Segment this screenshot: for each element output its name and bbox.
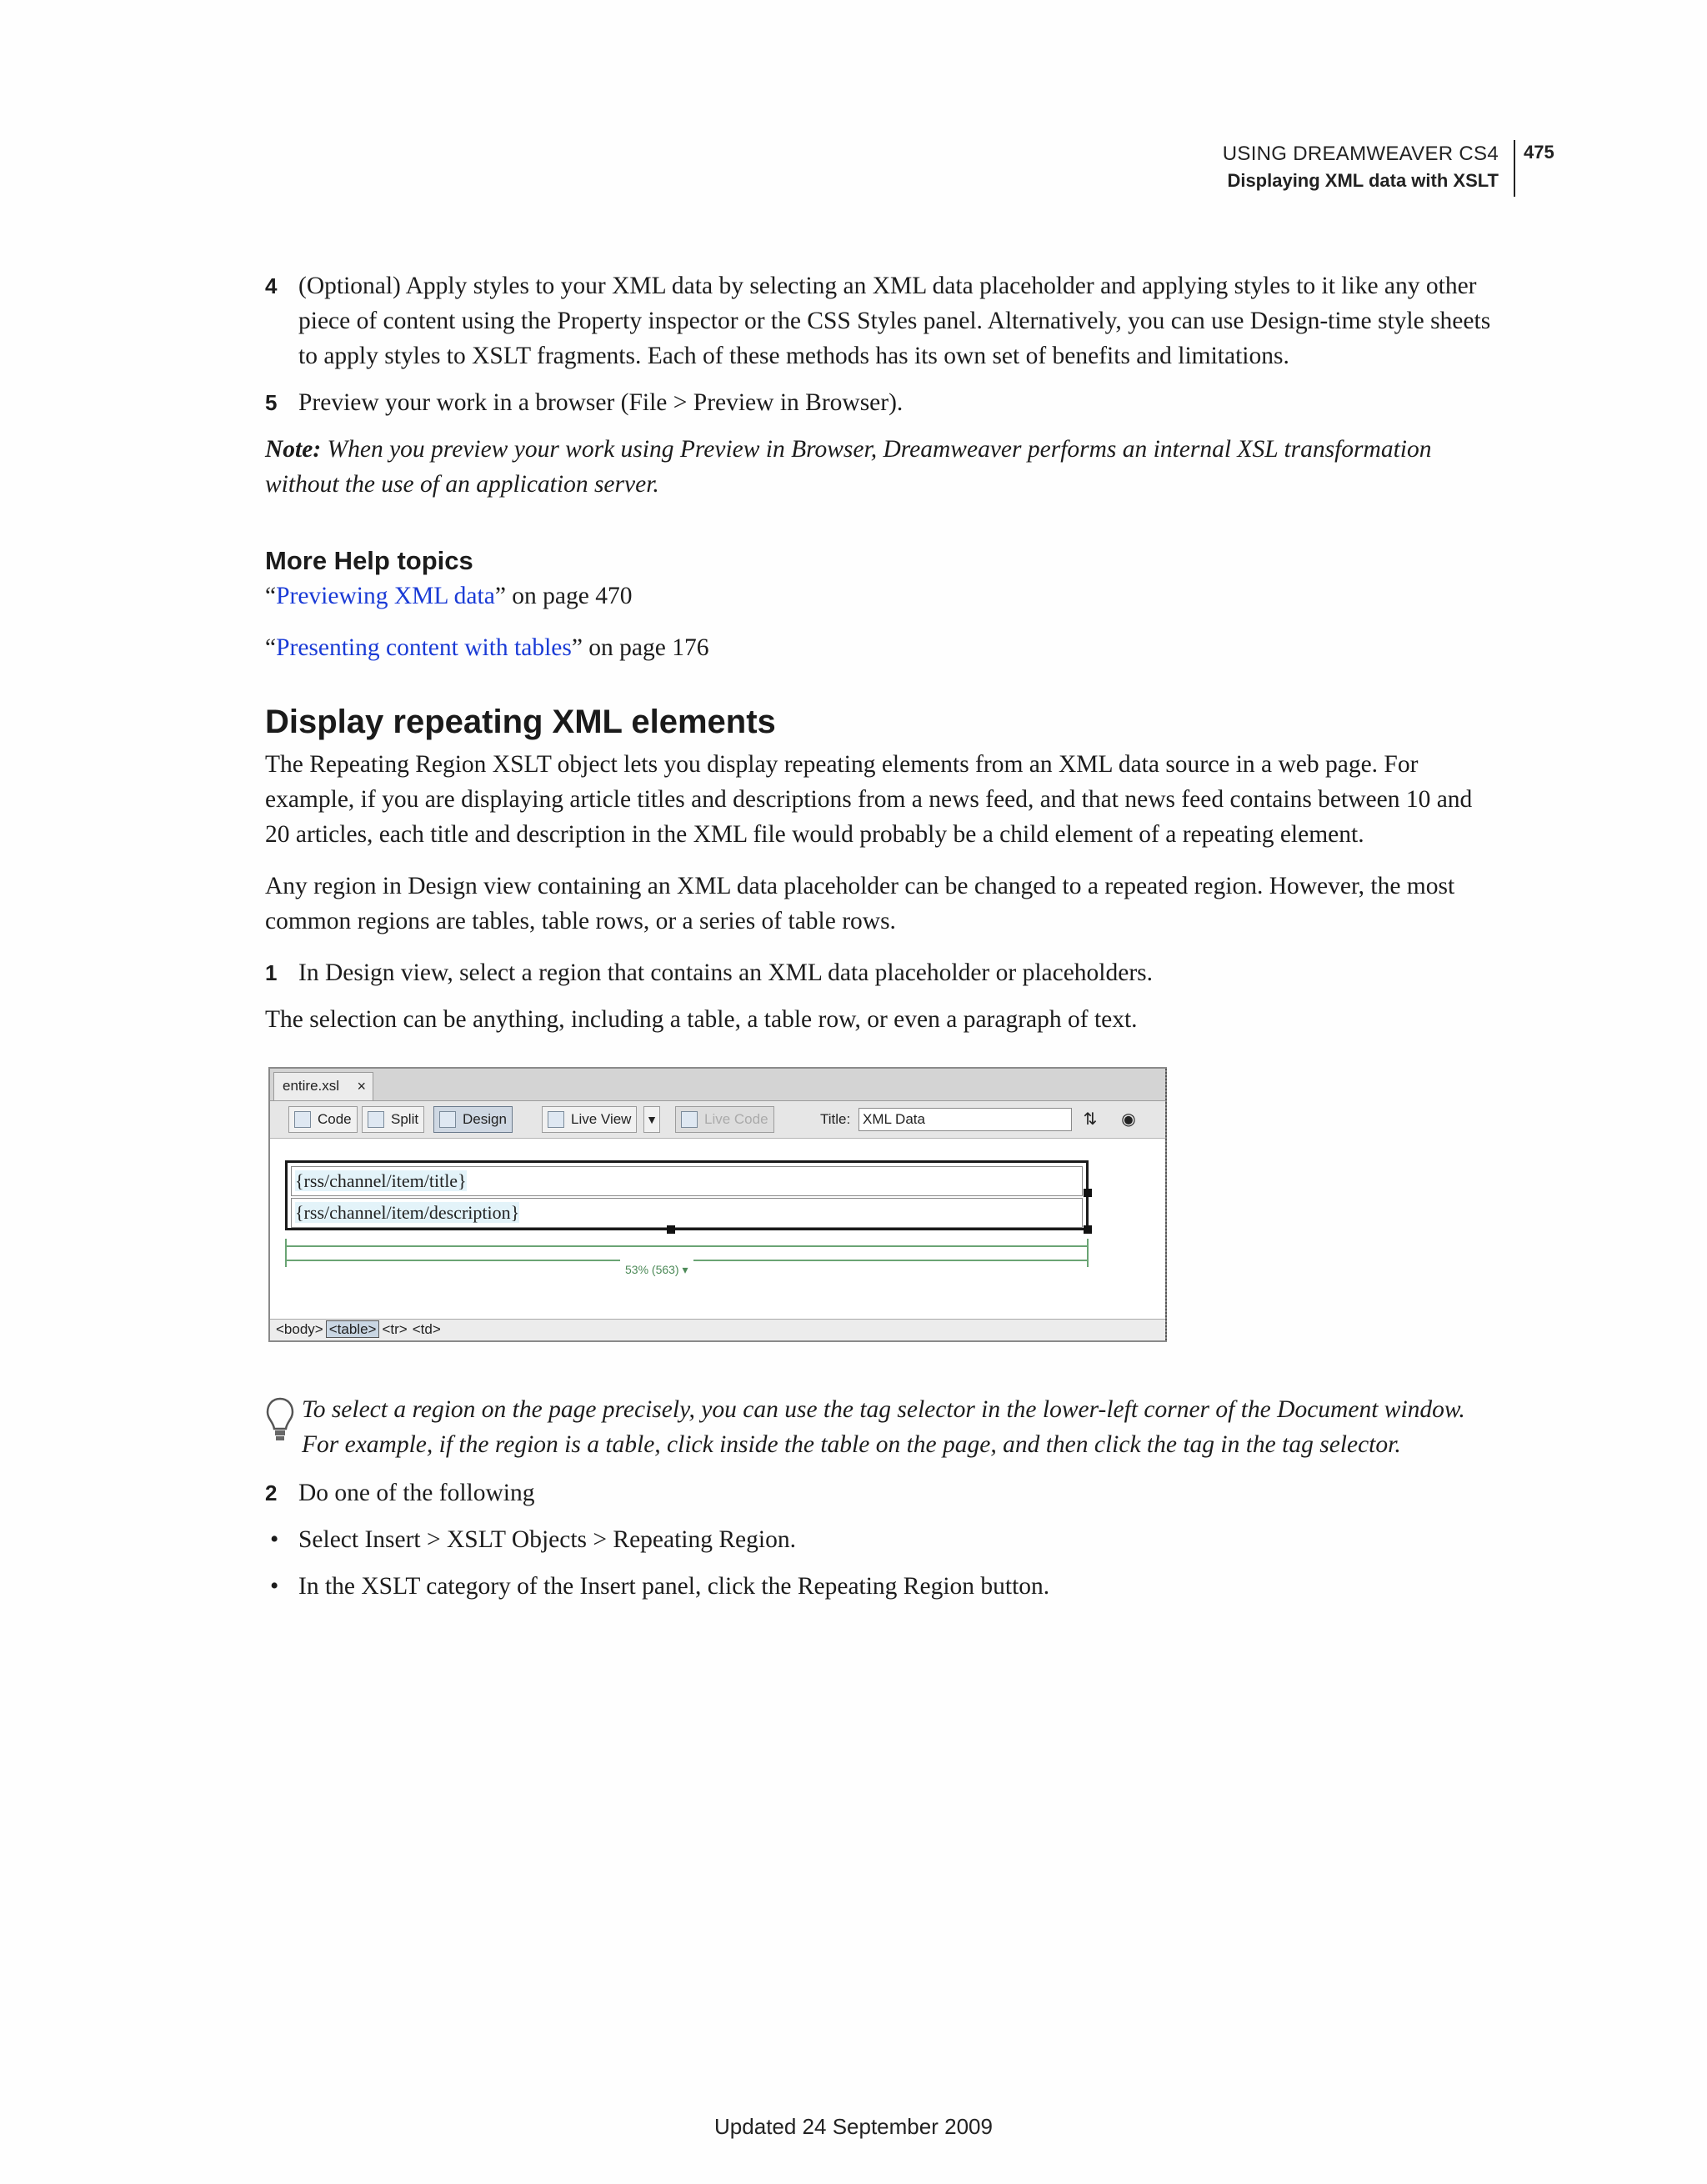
button-label: Live Code: [704, 1111, 768, 1127]
live-code-button[interactable]: [675, 1106, 774, 1133]
document-tab[interactable]: [273, 1072, 373, 1100]
tag-tr[interactable]: <tr>: [382, 1321, 408, 1337]
split-icon: [368, 1111, 384, 1128]
step-text: (Optional) Apply styles to your XML data by selecting an XML data placeholder and applying styles to it like any other piece of content using the Property inspector or the CSS Styles panel. Alternatively, you can use Design-time style sheets to apply styles to XSLT fragments. Each of these methods has its own set of benefits and limitations.: [298, 273, 1491, 369]
note-label: Note:: [265, 436, 322, 463]
note-text: When you preview your work using Preview in Browser, Dreamweaver performs an internal XSL transformation without the use of an application server.: [265, 436, 1432, 498]
design-icon: [439, 1111, 456, 1128]
section-paragraph: The selection can be anything, including a table, a table row, or even a paragraph of text.: [265, 1006, 1138, 1033]
chevron-down-icon[interactable]: ▼: [643, 1106, 660, 1133]
code-icon: [294, 1111, 311, 1128]
xml-table[interactable]: [285, 1160, 1089, 1230]
step-1: [265, 955, 1499, 990]
tag-td[interactable]: <td>: [412, 1321, 441, 1337]
tip: [265, 1392, 1499, 1462]
step-text: In Design view, select a region that contains an XML data placeholder or placeholders.: [298, 959, 1154, 986]
lightbulb-icon: [265, 1395, 295, 1445]
topic-page-ref: ” on page 176: [571, 634, 709, 661]
header-product: USING DREAMWEAVER CS4: [1222, 143, 1499, 165]
step-4: [265, 268, 1499, 373]
section-paragraph: Any region in Design view containing an XML data placeholder can be changed to a repeated region. However, the most common regions are tables, table rows, or a series of table rows.: [265, 873, 1455, 934]
title-input[interactable]: XML Data: [859, 1108, 1072, 1131]
width-ruler: [285, 1245, 1089, 1247]
live-code-icon: [681, 1111, 698, 1128]
step-number: 5: [265, 390, 278, 415]
close-icon[interactable]: ×: [357, 1078, 366, 1095]
step-number: 4: [265, 273, 278, 298]
topic-link-presenting-tables[interactable]: Presenting content with tables: [276, 634, 572, 661]
more-help-heading: More Help topics: [265, 546, 473, 575]
xml-placeholder-description[interactable]: [291, 1198, 1083, 1228]
running-header: [1223, 140, 1515, 197]
page-content: [265, 268, 1499, 1615]
table-width-label[interactable]: 53% (563) ▾: [620, 1252, 693, 1287]
step-text: Preview your work in a browser (File > Preview in Browser).: [298, 389, 904, 416]
button-label: Live View: [571, 1111, 632, 1127]
section-paragraph: The Repeating Region XSLT object lets you display repeating elements from an XML data source in a web page. For example, if you are displaying article titles and descriptions from a news feed, and that news feed contains between 10 and 20 articles, each title and description in the XML file would probably be a child element of a repeating element.: [265, 751, 1473, 848]
resize-handle[interactable]: [1084, 1225, 1092, 1234]
split-view-button[interactable]: [362, 1106, 424, 1133]
design-view-button[interactable]: [433, 1106, 513, 1133]
quote-open: “: [265, 583, 277, 609]
step-number: 1: [265, 960, 278, 985]
step-number: 2: [265, 1480, 278, 1505]
live-view-button[interactable]: [542, 1106, 637, 1133]
help-topic: [265, 630, 1499, 665]
page-edge: [1165, 1069, 1167, 1340]
bullet-text: In the XSLT category of the Insert panel, click the Repeating Region button.: [298, 1573, 1050, 1600]
dreamweaver-screenshot: [268, 1067, 1167, 1342]
button-label: Code: [318, 1111, 352, 1127]
resize-handle[interactable]: [667, 1225, 675, 1234]
button-label: Design: [463, 1111, 507, 1127]
file-management-icon[interactable]: ⇅: [1083, 1110, 1098, 1129]
ruler-tick: [1087, 1239, 1089, 1267]
note: [265, 432, 1499, 502]
step-5: [265, 385, 1499, 420]
tag-selector: [270, 1319, 1165, 1340]
document-tab-bar: [270, 1069, 1165, 1101]
tag-table[interactable]: <table>: [326, 1320, 380, 1338]
document-toolbar: [270, 1101, 1165, 1139]
quote-open: “: [265, 634, 277, 661]
page-number: 475: [1524, 142, 1554, 163]
design-view: [270, 1139, 1165, 1302]
title-label: Title:: [820, 1111, 851, 1127]
footer: Updated 24 September 2009: [714, 2114, 993, 2139]
bullet-text: Select Insert > XSLT Objects > Repeating Region.: [298, 1526, 796, 1553]
xml-placeholder-title[interactable]: [291, 1166, 1083, 1196]
step-2: [265, 1475, 1499, 1510]
live-view-icon: [548, 1111, 564, 1128]
help-topic: [265, 579, 1499, 614]
topic-page-ref: ” on page 470: [494, 583, 633, 609]
button-label: Split: [391, 1111, 419, 1127]
code-view-button[interactable]: [288, 1106, 358, 1133]
resize-handle[interactable]: [1084, 1189, 1092, 1197]
placeholder-text: {rss/channel/item/description}: [295, 1202, 520, 1223]
tag-body[interactable]: <body>: [276, 1321, 323, 1337]
bullet-icon: •: [270, 1573, 279, 1600]
bullet-item: [265, 1522, 1499, 1557]
header-section: Displaying XML data with XSLT: [1227, 170, 1499, 191]
placeholder-text: {rss/channel/item/title}: [295, 1170, 467, 1191]
step-text: Do one of the following: [298, 1480, 535, 1506]
ruler-tick: [285, 1239, 287, 1267]
bullet-item: [265, 1569, 1499, 1604]
bullet-icon: •: [270, 1526, 279, 1553]
tip-text: To select a region on the page precisely, you can use the tag selector in the lower-left corner of the Document window. For example, if the region is a table, click inside the table on the page, and then click the tag in the tag selector.: [302, 1396, 1465, 1458]
browser-preview-icon[interactable]: ◉: [1121, 1110, 1136, 1129]
section-title: Display repeating XML elements: [265, 704, 776, 740]
topic-link-previewing-xml[interactable]: Previewing XML data: [276, 583, 495, 609]
tab-label: entire.xsl: [283, 1078, 340, 1094]
